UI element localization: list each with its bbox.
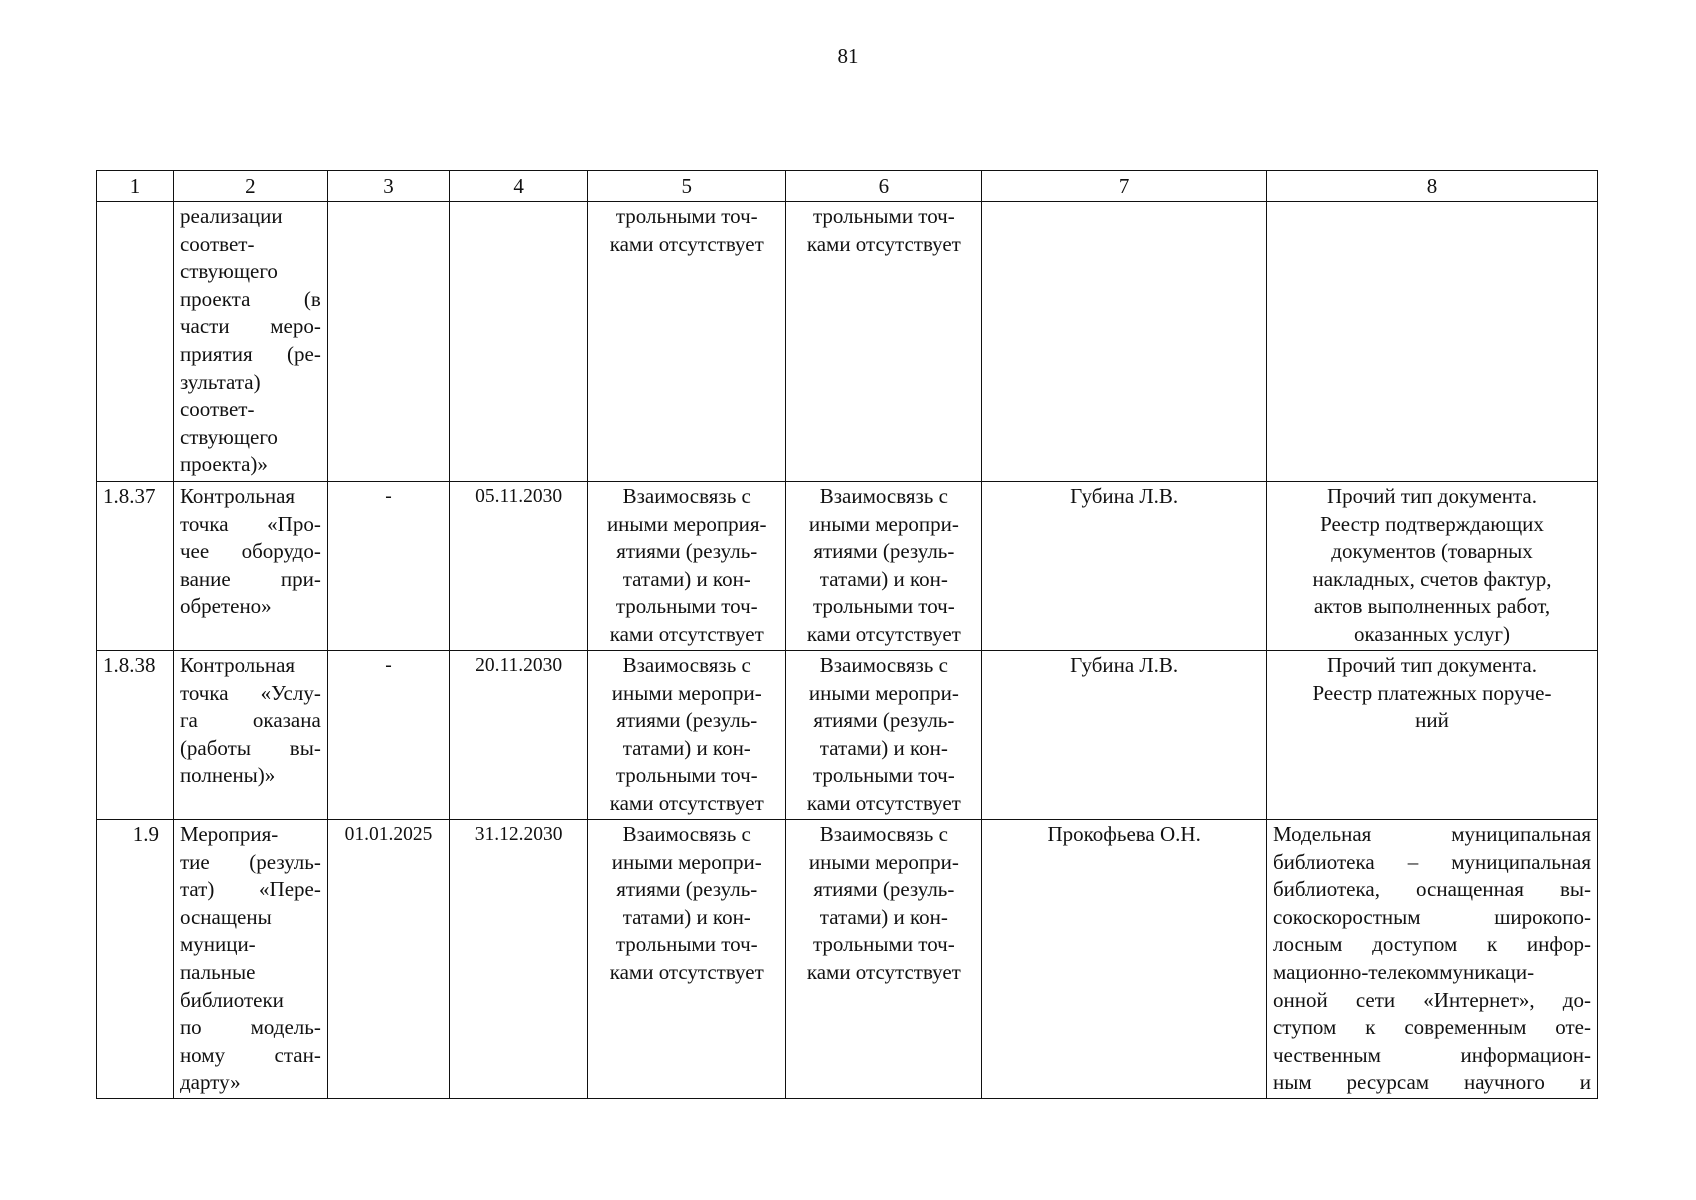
document-type — [1266, 651, 1597, 820]
text-line: проекта (в — [179, 286, 321, 311]
text-line: трольными точ- — [615, 763, 758, 788]
text-line: иными меропри- — [611, 849, 762, 874]
text-line: обретено» — [179, 594, 272, 619]
text-line: трольными точ- — [812, 594, 955, 619]
text-line: Модельная муниципальная — [1272, 822, 1591, 846]
row-number: 1.8.37 — [97, 482, 174, 651]
text-line: приятия (ре- — [179, 341, 321, 366]
text-line: иными меропри- — [808, 849, 959, 874]
text-line: Взаимосвязь с — [819, 653, 948, 677]
table-row — [97, 820, 1598, 1099]
start-date: 01.01.2025 — [327, 820, 449, 1099]
text-line: вание при- — [179, 566, 321, 591]
text-line: пальные — [179, 959, 256, 984]
relation-cell-6 — [786, 202, 982, 482]
relation-cell-5 — [588, 202, 786, 482]
text-line: оснащены — [179, 904, 272, 929]
responsible-person: Прокофьева О.Н. — [982, 820, 1267, 1099]
text-line: Взаимосвязь с — [622, 484, 751, 508]
activity-name — [173, 482, 327, 651]
relation-cell-6 — [786, 651, 982, 820]
col-header-6: 6 — [786, 171, 982, 202]
text-line: точка «Услу- — [179, 680, 321, 705]
text-line: ным ресурсам научного и — [1272, 1070, 1591, 1095]
text-line: актов выполненных работ, — [1313, 594, 1551, 619]
start-date: - — [327, 651, 449, 820]
table-row — [97, 202, 1598, 482]
text-line: ками отсутствует — [806, 231, 961, 256]
text-line: трольными точ- — [615, 594, 758, 619]
text-line: мационно-телекоммуникаци- — [1272, 959, 1535, 984]
text-line: Контрольная — [179, 484, 296, 508]
text-line: библиотека – муниципальная — [1272, 849, 1591, 874]
text-line: га оказана — [179, 708, 321, 733]
col-header-4: 4 — [450, 171, 588, 202]
row-number: 1.9 — [97, 820, 174, 1099]
text-line: проекта)» — [179, 452, 268, 477]
col-header-8: 8 — [1266, 171, 1597, 202]
text-line: (работы вы- — [179, 735, 321, 760]
text-line: трольными точ- — [615, 932, 758, 957]
text-line: Реестр подтверждающих — [1320, 511, 1544, 536]
text-line: ками отсутствует — [806, 790, 961, 815]
text-line: ками отсутствует — [806, 959, 961, 984]
text-line: библиотека, оснащенная вы- — [1272, 877, 1591, 902]
document-type — [1266, 820, 1597, 1099]
text-line: соответ- — [179, 231, 255, 256]
text-line: трольными точ- — [812, 932, 955, 957]
text-line: Взаимосвязь с — [622, 653, 751, 677]
responsible-person — [982, 202, 1267, 482]
text-line: ками отсутствует — [609, 790, 764, 815]
relation-cell-5 — [588, 820, 786, 1099]
text-line: Взаимосвязь с — [819, 484, 948, 508]
text-line: ятиями (резуль- — [616, 877, 758, 902]
text-line: трольными точ- — [812, 204, 955, 228]
activities-table — [96, 170, 1598, 1099]
text-line: ятиями (резуль- — [616, 708, 758, 733]
text-line: татами) и кон- — [622, 566, 751, 591]
end-date: 31.12.2030 — [450, 820, 588, 1099]
text-line: зультата) — [179, 369, 261, 394]
end-date — [450, 202, 588, 482]
text-line: муници- — [179, 932, 256, 957]
text-line: по модель- — [179, 1015, 321, 1040]
activity-name — [173, 820, 327, 1099]
text-line: ний — [1415, 708, 1449, 733]
text-line: накладных, счетов фактур, — [1312, 566, 1552, 591]
col-header-2: 2 — [173, 171, 327, 202]
text-line: дарту» — [179, 1070, 241, 1095]
text-line: Мероприя- — [179, 822, 279, 846]
relation-cell-5 — [588, 651, 786, 820]
text-line: Прочий тип документа. — [1326, 484, 1537, 508]
text-line: иными меропри- — [808, 680, 959, 705]
relation-cell-5 — [588, 482, 786, 651]
col-header-5: 5 — [588, 171, 786, 202]
end-date: 20.11.2030 — [450, 651, 588, 820]
text-line: ками отсутствует — [609, 231, 764, 256]
responsible-person: Губина Л.В. — [982, 482, 1267, 651]
relation-cell-6 — [786, 482, 982, 651]
document-type — [1266, 482, 1597, 651]
document-type — [1266, 202, 1597, 482]
col-header-7: 7 — [982, 171, 1267, 202]
text-line: чее оборудо- — [179, 539, 321, 564]
text-line: трольными точ- — [812, 763, 955, 788]
text-line: тат) «Пере- — [179, 877, 321, 902]
text-line: оказанных услуг) — [1353, 621, 1511, 646]
text-line: ятиями (резуль- — [813, 877, 955, 902]
text-line: татами) и кон- — [622, 904, 751, 929]
text-line: Прочий тип документа. — [1326, 653, 1537, 677]
text-line: Контрольная — [179, 653, 296, 677]
text-line: лосным доступом к инфор- — [1272, 932, 1591, 957]
end-date: 05.11.2030 — [450, 482, 588, 651]
table-row — [97, 651, 1598, 820]
text-line: документов (товарных — [1331, 539, 1533, 564]
text-line: полнены)» — [179, 763, 276, 788]
text-line: иными мероприя- — [606, 511, 767, 536]
text-line: Взаимосвязь с — [819, 822, 948, 846]
text-line: ятиями (резуль- — [813, 539, 955, 564]
text-line: реализации — [179, 204, 283, 228]
col-header-1: 1 — [97, 171, 174, 202]
text-line: татами) и кон- — [819, 566, 948, 591]
table-row — [97, 482, 1598, 651]
text-line: Взаимосвязь с — [622, 822, 751, 846]
relation-cell-6 — [786, 820, 982, 1099]
row-number — [97, 202, 174, 482]
responsible-person: Губина Л.В. — [982, 651, 1267, 820]
text-line: ками отсутствует — [609, 621, 764, 646]
text-line: ятиями (резуль- — [616, 539, 758, 564]
text-line: иными меропри- — [611, 680, 762, 705]
text-line: трольными точ- — [615, 204, 758, 228]
header-row — [97, 171, 1598, 202]
text-line: ному стан- — [179, 1042, 321, 1067]
text-line: библиотеки — [179, 987, 284, 1012]
text-line: части меро- — [179, 314, 321, 339]
text-line: Реестр платежных поруче- — [1312, 680, 1552, 705]
text-line: ками отсутствует — [806, 621, 961, 646]
text-line: ствующего — [179, 259, 278, 284]
col-header-3: 3 — [327, 171, 449, 202]
text-line: ствующего — [179, 424, 278, 449]
start-date: - — [327, 482, 449, 651]
text-line: сокоскоростным широкопо- — [1272, 904, 1591, 929]
text-line: ятиями (резуль- — [813, 708, 955, 733]
text-line: иными меропри- — [808, 511, 959, 536]
text-line: татами) и кон- — [622, 735, 751, 760]
text-line: татами) и кон- — [819, 904, 948, 929]
start-date — [327, 202, 449, 482]
activity-name — [173, 651, 327, 820]
page-number: 81 — [837, 44, 859, 68]
activity-name — [173, 202, 327, 482]
row-number: 1.8.38 — [97, 651, 174, 820]
text-line: онной сети «Интернет», до- — [1272, 987, 1591, 1012]
text-line: ступом к современным оте- — [1272, 1015, 1591, 1040]
text-line: соответ- — [179, 397, 255, 422]
text-line: татами) и кон- — [819, 735, 948, 760]
text-line: чественным информацион- — [1272, 1042, 1591, 1067]
text-line: тие (резуль- — [179, 849, 321, 874]
text-line: ками отсутствует — [609, 959, 764, 984]
text-line: точка «Про- — [179, 511, 321, 536]
